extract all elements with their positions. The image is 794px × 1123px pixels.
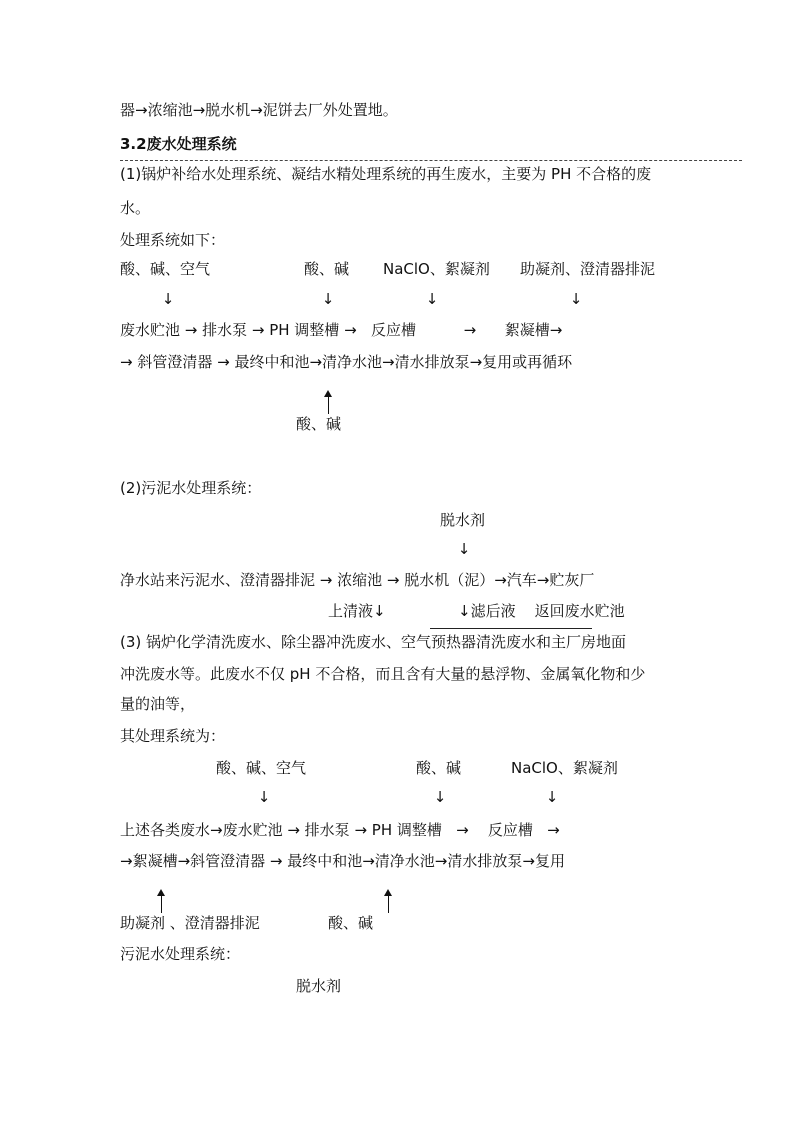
- flow-input-label: 助凝剂、澄清器排泥: [520, 260, 656, 278]
- flow-input-label: 助凝剂 、澄清器排泥: [120, 914, 260, 932]
- paragraph-line: 处理系统如下：: [120, 231, 226, 249]
- overline-mark: [430, 628, 592, 629]
- flow-output-label: ↓滤后液 返回废水贮池: [458, 602, 625, 620]
- flow-output-label: 上清液↓: [328, 602, 386, 620]
- flow-input-label: 酸、碱、空气: [216, 759, 307, 777]
- flow-input-label: NaClO、絮凝剂: [511, 759, 618, 777]
- arrow-up-icon: [384, 889, 394, 913]
- arrow-down-icon: ↓: [569, 290, 583, 308]
- section-heading: 3.2废水处理系统: [120, 135, 237, 153]
- paragraph-line: (3) 锅炉化学清洗废水、除尘器冲洗废水、空气预热器清洗废水和主厂房地面: [120, 633, 627, 651]
- arrow-down-icon: ↓: [257, 788, 271, 806]
- paragraph-line: 污泥水处理系统：: [120, 945, 241, 963]
- flow-row: 上述各类废水→废水贮池 → 排水泵 → PH 调整槽 → 反应槽 →: [120, 821, 560, 839]
- flow-input-label: 脱水剂: [296, 977, 342, 995]
- flow-input-label: 酸、碱、空气: [120, 260, 211, 278]
- flow-row: 废水贮池 → 排水泵 → PH 调整槽 → 反应槽 → 絮凝槽→: [120, 321, 563, 339]
- arrow-up-icon: [157, 889, 167, 913]
- flow-input-label: 酸、碱: [328, 914, 374, 932]
- flow-input-label: 脱水剂: [440, 511, 486, 529]
- paragraph-line: 水。: [120, 199, 151, 217]
- arrow-up-icon: [324, 390, 334, 414]
- section-divider: [120, 160, 742, 161]
- paragraph-line: (2)污泥水处理系统：: [120, 479, 262, 497]
- paragraph-line: 其处理系统为：: [120, 727, 226, 745]
- arrow-down-icon: ↓: [545, 788, 559, 806]
- flow-row: → 斜管澄清器 → 最终中和池→清净水池→清水排放泵→复用或再循环: [120, 353, 573, 371]
- paragraph-line: (1)锅炉补给水处理系统、凝结水精处理系统的再生废水，主要为 PH 不合格的废: [120, 165, 652, 183]
- flow-input-label: 酸、碱: [296, 415, 342, 433]
- paragraph-line: 冲洗废水等。此废水不仅 pH 不合格，而且含有大量的悬浮物、金属氧化物和少: [120, 665, 646, 683]
- flow-input-label: NaClO、絮凝剂: [383, 260, 490, 278]
- flow-input-label: 酸、碱: [304, 260, 350, 278]
- arrow-down-icon: ↓: [433, 788, 447, 806]
- flow-input-label: 酸、碱: [416, 759, 462, 777]
- flow-row: →絮凝槽→斜管澄清器 → 最终中和池→清净水池→清水排放泵→复用: [120, 852, 565, 870]
- flow-row: 净水站来污泥水、澄清器排泥 → 浓缩池 → 脱水机（泥）→汽车→贮灰厂: [120, 571, 595, 589]
- arrow-down-icon: ↓: [457, 540, 471, 558]
- arrow-down-icon: ↓: [161, 290, 175, 308]
- arrow-down-icon: ↓: [321, 290, 335, 308]
- paragraph-line: 量的油等，: [120, 695, 196, 713]
- arrow-down-icon: ↓: [425, 290, 439, 308]
- text-line: 器→浓缩池→脱水机→泥饼去厂外处置地。: [120, 101, 398, 119]
